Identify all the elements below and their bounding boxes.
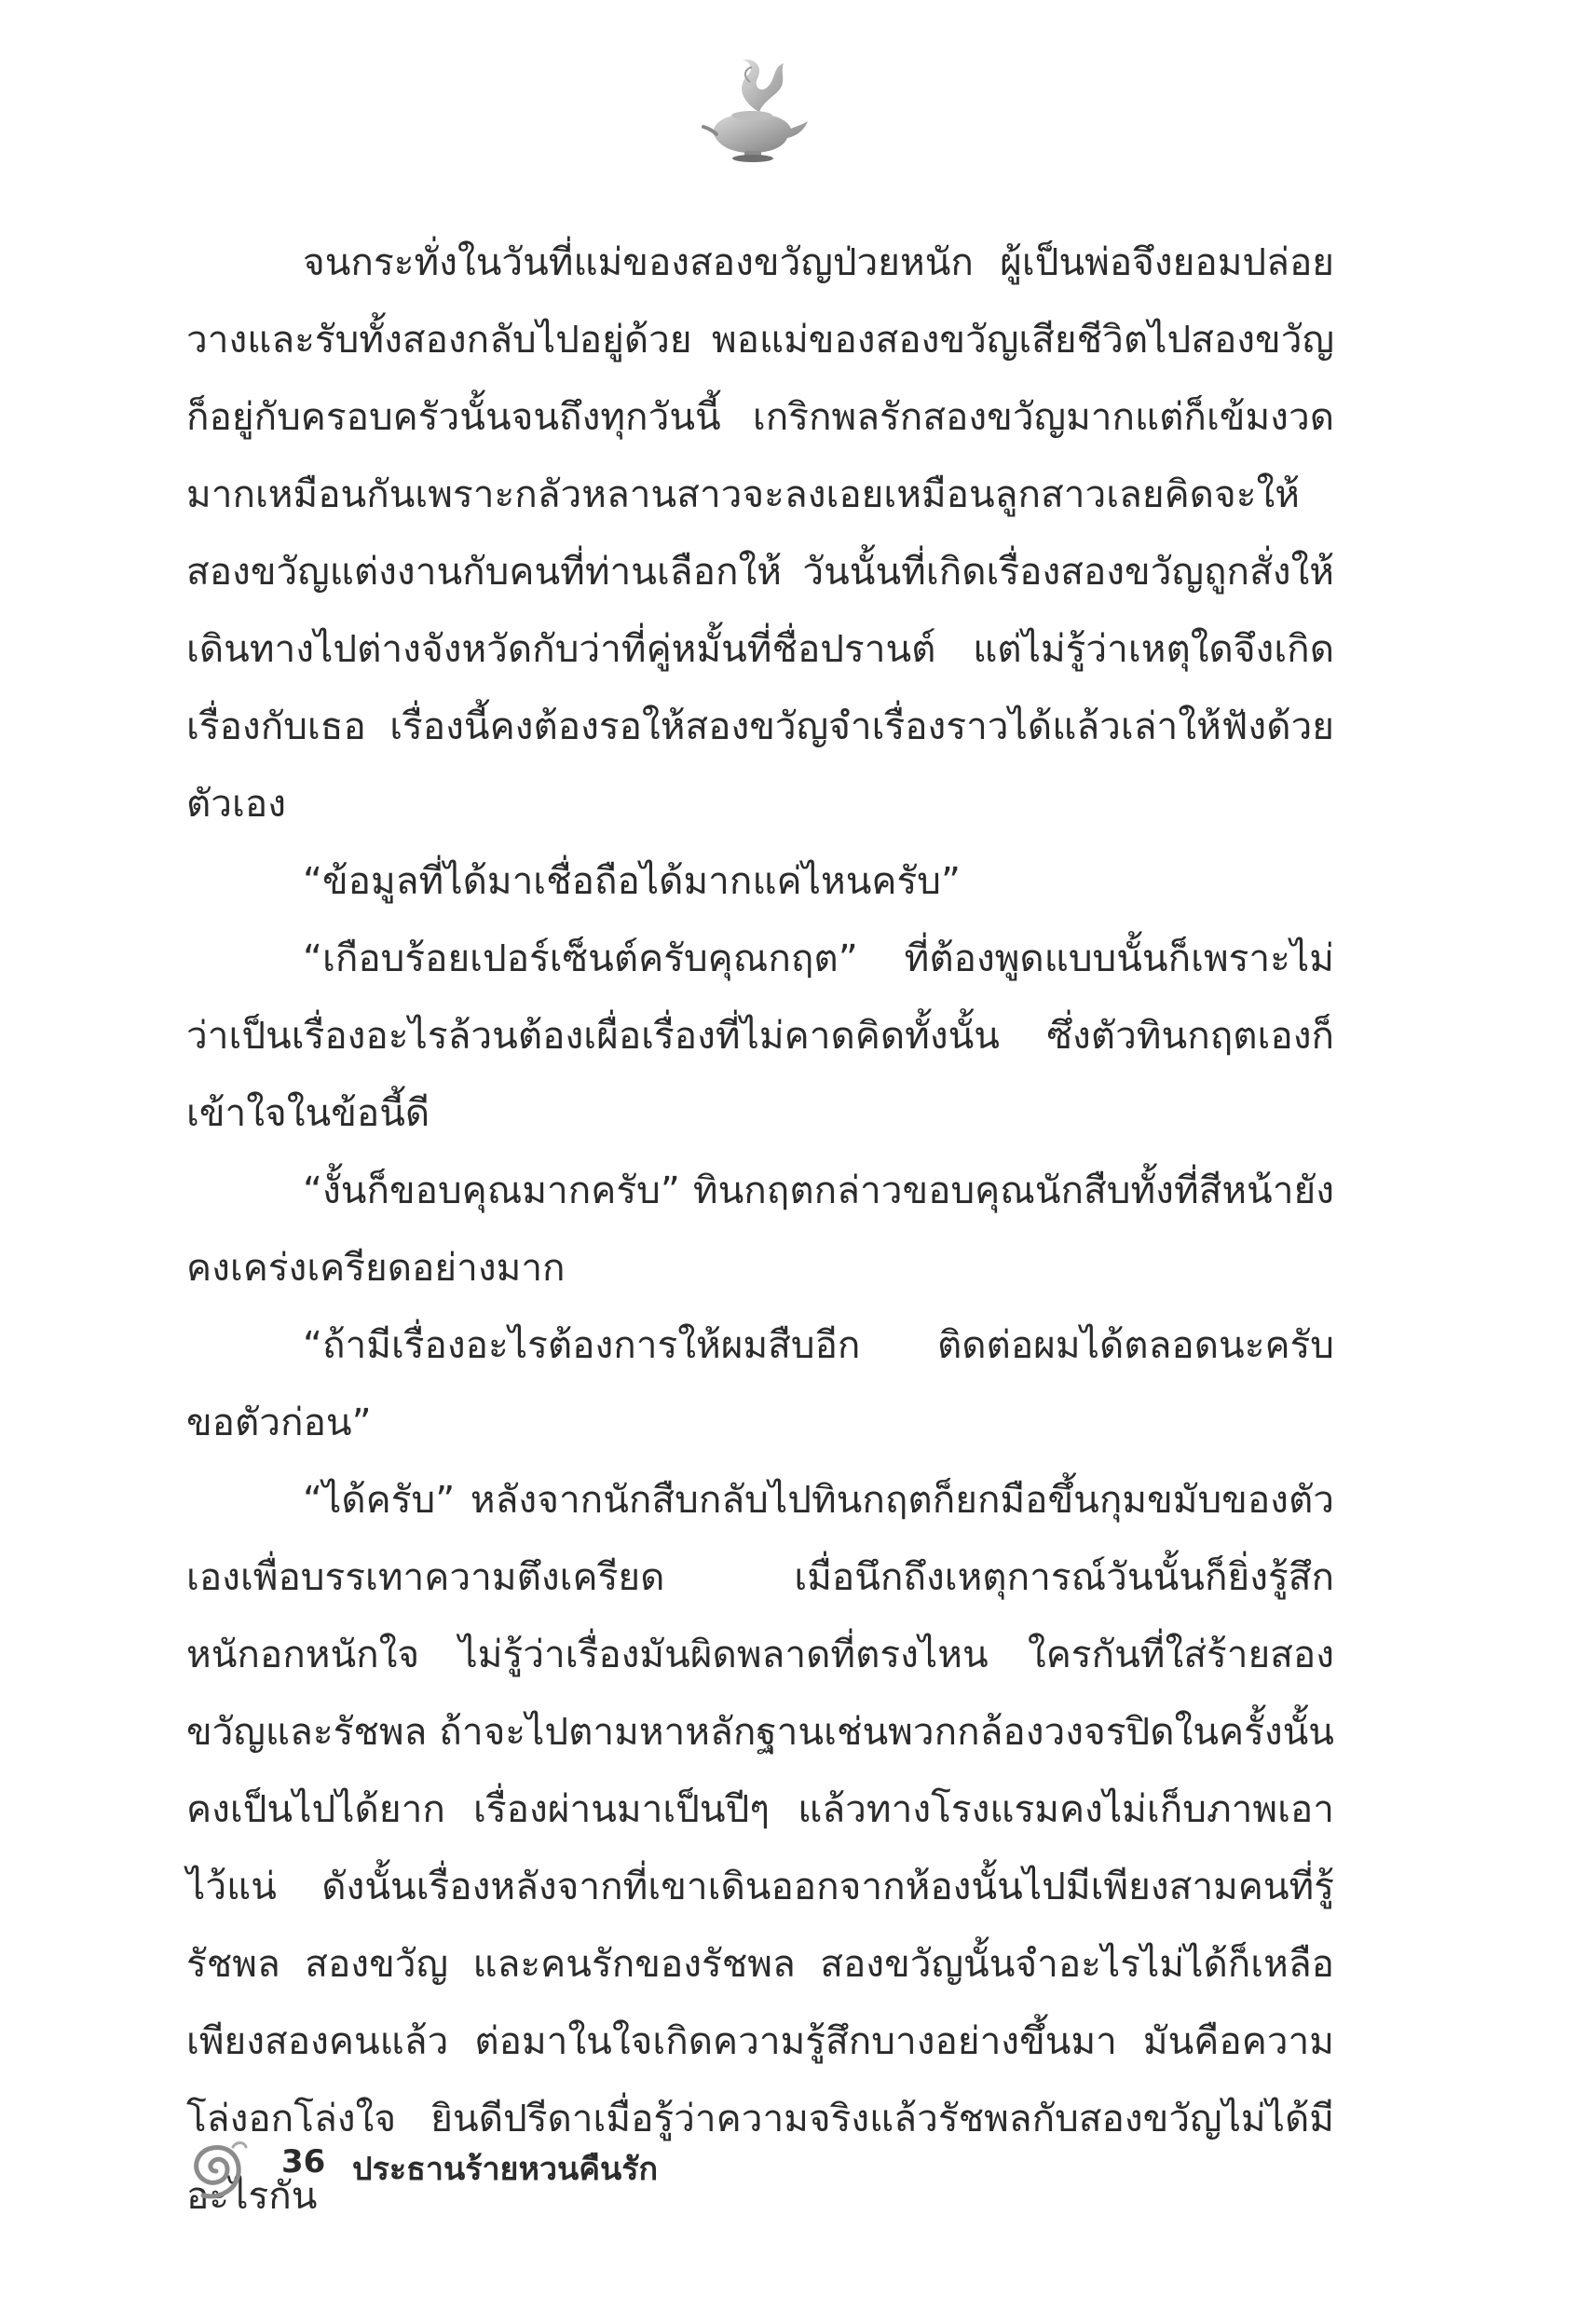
paragraph: “งั้นก็ขอบคุณมากครับ” ทินกฤตกล่าวขอบคุณนักสืบทั้งที่สีหน้ายังคงเคร่งเครียดอย่างมาก [186,1168,1334,1290]
body-text [186,224,1334,2235]
paragraph: จนกระทั่งในวันที่แม่ของสองขวัญป่วยหนัก ผู้เป็นพ่อจึงยอมปล่อยวางและรับทั้งสองกลับไปอยู่ด้วย พอแม่ของสองขวัญเสียชีวิตไปสองขวัญก็อยู่กับครอบครัวนั้นจนถึงทุกวันนี้ เกริกพลรักสองขวัญมากแต่ก็เข้มงวดมากเหมือนกันเพราะกลัวหลานสาวจะลงเอยเหมือนลูกสาวเลยคิดจะให้สองขวัญแต่งงานกับคนที่ท่านเลือกให้ วันนั้นที่เกิดเรื่องสองขวัญถูกสั่งให้เดินทางไปต่างจังหวัดกับว่าที่คู่หมั้นที่ชื่อปรานต์ แต่ไม่รู้ว่าเหตุใดจึงเกิดเรื่องกับเธอ เรื่องนี้คงต้องรอให้สองขวัญจำเรื่องราวได้แล้วเล่าให้ฟังด้วยตัวเอง [186,239,1334,826]
paragraph: “ข้อมูลที่ได้มาเชื่อถือได้มากแค่ไหนครับ” [303,858,961,903]
paragraph: “ได้ครับ” หลังจากนักสืบกลับไปทินกฤตก็ยกมือขึ้นกุมขมับของตัวเองเพื่อบรรเทาความตึงเครียด เมื่อนึกถึงเหตุการณ์วันนั้นก็ยิ่งรู้สึกหนักอกหนักใจ ไม่รู้ว่าเรื่องมันผิดพลาดที่ตรงไหน ใครกันที่ใส่ร้ายสองขวัญและรัชพล ถ้าจะไปตามหาหลักฐานเช่นพวกกล้องวงจรปิดในครั้งนั้นคงเป็นไปได้ยาก เรื่องผ่านมาเป็นปีๆ แล้วทางโรงแรมคงไม่เก็บภาพเอาไว้แน่ ดังนั้นเรื่องหลังจากที่เขาเดินออกจากห้องนั้นไปมีเพียงสามคนที่รู้ รัชพล สองขวัญ และคนรักของรัชพล สองขวัญนั้นจำอะไรไม่ได้ก็เหลือเพียงสองคนแล้ว ต่อมาในใจเกิดความรู้สึกบางอย่างขึ้นมา มันคือความโล่งอกโล่งใจ ยินดีปรีดาเมื่อรู้ว่าความจริงแล้วรัชพลกับสองขวัญไม่ได้มีอะไรกัน [186,1477,1334,2218]
book-title: ประธานร้ายหวนคืนรัก [352,2151,659,2188]
paragraph: “เกือบร้อยเปอร์เซ็นต์ครับคุณกฤต” ที่ต้องพูดแบบนั้นก็เพราะไม่ว่าเป็นเรื่องอะไรล้วนต้องเผื่อเรื่องที่ไม่คาดคิดทั้งนั้น ซึ่งตัวทินกฤตเองก็เข้าใจในข้อนี้ดี [186,936,1334,1135]
paragraph: “ถ้ามีเรื่องอะไรต้องการให้ผมสืบอีก ติดต่อผมได้ตลอดนะครับขอตัวก่อน” [186,1322,1334,1444]
swirl-ornament-icon [179,2134,252,2203]
page-number: 36 [281,2143,326,2181]
genie-lamp-icon [694,54,815,166]
